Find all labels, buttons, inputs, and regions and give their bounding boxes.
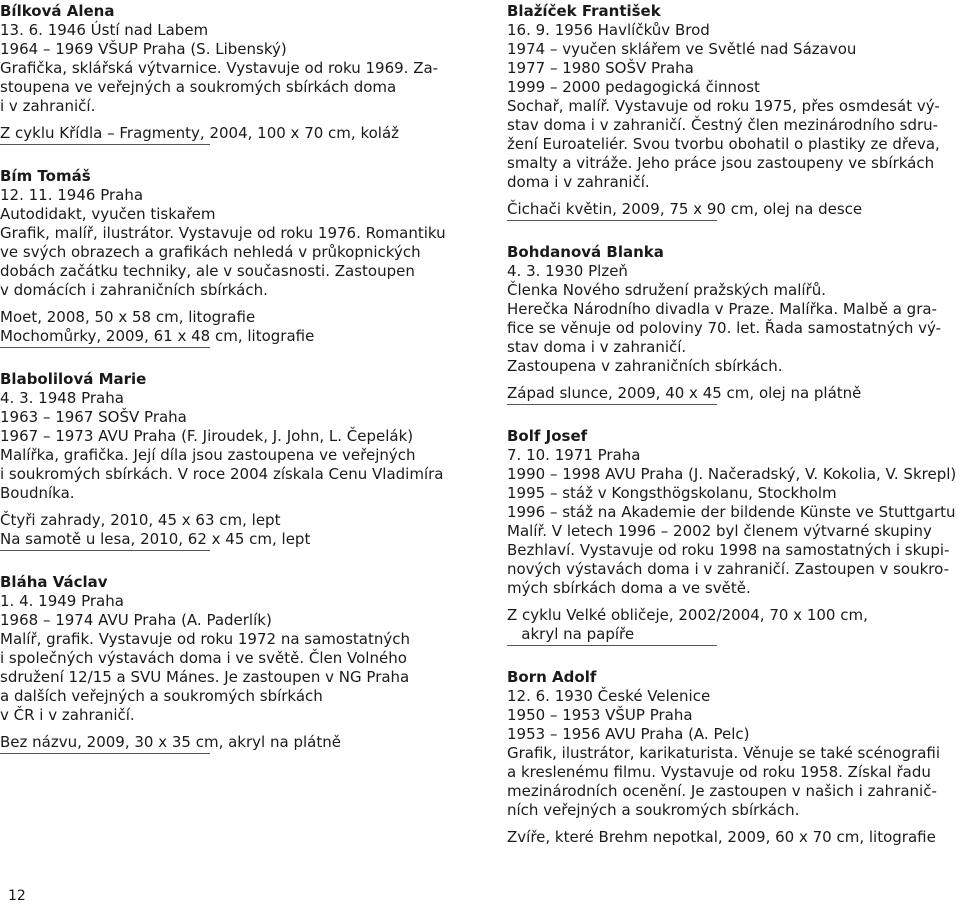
bio-line: smalty a vitráže. Jeho práce jsou zastoupeny ve sbírkách [507,154,935,172]
bio-line: žení Euroateliér. Svou tvorbu obohatil o plastiky ze dřeva, [507,135,940,153]
artwork-caption: Čtyři zahrady, 2010, 45 x 63 cm, lept [0,511,281,529]
education-line: 1968 – 1974 AVU Praha (A. Paderlík) [0,611,272,629]
artwork-caption: Bez názvu, 2009, 30 x 35 cm, akryl na plátně [0,733,341,751]
bio-line: Boudníka. [0,484,75,502]
bio-line: stav doma i v zahraničí. [507,338,687,356]
education-line: 1963 – 1967 SOŠV Praha [0,408,187,426]
bio-line: Malířka, grafička. Její díla jsou zastoupena ve veřejných [0,446,416,464]
education-line: Autodidakt, vyučen tiskařem [0,205,216,223]
education-line: 1967 – 1973 AVU Praha (F. Jiroudek, J. John, L. Čepelák) [0,427,414,445]
right-column [507,2,957,847]
divider-rule [0,753,210,754]
birth-line: 13. 6. 1946 Ústí nad Labem [0,21,209,39]
artwork-caption: akryl na papíře [507,625,635,643]
bio-line: fice se věnuje od poloviny 70. let. Řada samostatných vý- [507,319,942,337]
left-column [0,2,450,754]
artist-bio [0,630,450,725]
education-line: 1974 – vyučen sklářem ve Světlé nad Sázavou [507,40,857,58]
artist-entry-blaha [0,573,450,754]
birth-line: 12. 11. 1946 Praha [0,186,144,204]
artwork-caption: Z cyklu Velké obličeje, 2002/2004, 70 x 100 cm, [507,606,868,624]
birth-line: 7. 10. 1971 Praha [507,446,641,464]
artwork-caption: Z cyklu Křídla – Fragmenty, 2004, 100 x 70 cm, koláž [0,124,400,142]
bio-line: mezinárodních ocenění. Je zastoupen v našich i zahranič- [507,782,937,800]
artist-name: Bláha Václav [0,573,108,591]
education-line: 1990 – 1998 AVU Praha (J. Načeradský, V. Kokolia, V. Skrepl) [507,465,957,483]
artist-entry-blabolilova [0,370,450,551]
bio-line: sdružení 12/15 a SVU Mánes. Je zastoupen v NG Praha [0,668,410,686]
bio-line: Malíř. V letech 1996 – 2002 byl členem výtvarné skupiny [507,522,932,540]
bio-line: i společných výstavách doma i ve světě. Člen Volného [0,649,407,667]
bio-line: Grafička, sklářská výtvarnice. Vystavuje od roku 1969. Za- [0,59,439,77]
artist-bio [0,59,450,116]
bio-line: v ČR i v zahraničí. [0,706,135,724]
artist-name: Bolf Josef [507,427,588,445]
artist-entry-blazicek [507,2,957,221]
artist-name: Blažíček František [507,2,661,20]
bio-line: Členka Nového sdružení pražských malířů. [507,281,826,299]
birth-line: 4. 3. 1930 Plzeň [507,262,628,280]
birth-line: 12. 6. 1930 České Velenice [507,687,711,705]
education-line: 1996 – stáž na Akademie der bildende Künste ve Stuttgartu [507,503,956,521]
artist-bio [0,446,450,503]
education-line: 1977 – 1980 SOŠV Praha [507,59,694,77]
bio-line: doma i v zahraničí. [507,173,650,191]
education-line: 1953 – 1956 AVU Praha (A. Pelc) [507,725,750,743]
artist-name: Bohdanová Blanka [507,243,664,261]
birth-line: 16. 9. 1956 Havlíčkův Brod [507,21,710,39]
bio-line: Grafik, malíř, ilustrátor. Vystavuje od roku 1976. Romantiku [0,224,446,242]
artist-bio [507,522,957,598]
artist-entry-bohdanova [507,243,957,405]
bio-line: Herečka Národního divadla v Praze. Malířka. Malbě a gra- [507,300,937,318]
page-number: 12 [8,888,26,904]
bio-line: stoupena ve veřejných a soukromých sbírkách doma [0,78,397,96]
bio-line: Sochař, malíř. Vystavuje od roku 1975, přes osmdesát vý- [507,97,940,115]
artist-name: Blabolilová Marie [0,370,147,388]
artist-entry-bolf [507,427,957,646]
artist-bio [0,224,450,300]
artwork-caption: Na samotě u lesa, 2010, 62 x 45 cm, lept [0,530,311,548]
bio-line: a kreslenému filmu. Vystavuje od roku 1958. Získal řadu [507,763,931,781]
education-line: 1995 – stáž v Kongsthögskolanu, Stockholm [507,484,837,502]
artist-entry-born [507,668,957,847]
bio-line: stav doma i v zahraničí. Čestný člen mezinárodního sdru- [507,116,939,134]
education-line: 1999 – 2000 pedagogická činnost [507,78,760,96]
bio-line: v domácích i zahraničních sbírkách. [0,281,268,299]
artist-bio [507,744,957,820]
artist-entry-bim [0,167,450,348]
bio-line: Bezhlaví. Vystavuje od roku 1998 na samostatných i skupi- [507,541,950,559]
artwork-caption: Moet, 2008, 50 x 58 cm, litografie [0,308,256,326]
artist-name: Bílková Alena [0,2,115,20]
artwork-caption: Mochomůrky, 2009, 61 x 48 cm, litografie [0,327,315,345]
bio-line: dobách začátku techniky, ale v současnosti. Zastoupen [0,262,415,280]
artwork-caption: Západ slunce, 2009, 40 x 45 cm, olej na plátně [507,384,862,402]
artwork-caption: Čichači květin, 2009, 75 x 90 cm, olej na desce [507,200,863,218]
bio-line: Malíř, grafik. Vystavuje od roku 1972 na samostatných [0,630,410,648]
bio-line: nových výstavách doma i v zahraničí. Zastoupen v soukro- [507,560,950,578]
artwork-caption: Zvíře, které Brehm nepotkal, 2009, 60 x 70 cm, litografie [507,828,936,846]
bio-line: mých sbírkách doma a ve světě. [507,579,751,597]
artist-name: Born Adolf [507,668,597,686]
bio-line: i soukromých sbírkách. V roce 2004 získala Cenu Vladimíra [0,465,444,483]
bio-line: Zastoupena v zahraničních sbírkách. [507,357,783,375]
bio-line: i v zahraničí. [0,97,96,115]
bio-line: Grafik, ilustrátor, karikaturista. Věnuje se také scénografii [507,744,941,762]
bio-line: ních veřejných a soukromých sbírkách. [507,801,800,819]
bio-line: ve svých obrazech a grafikách nehledá v průkopnických [0,243,421,261]
birth-line: 1. 4. 1949 Praha [0,592,124,610]
artist-name: Bím Tomáš [0,167,91,185]
artist-entry-bilkova [0,2,450,145]
artist-bio [507,97,957,192]
education-line: 1950 – 1953 VŠUP Praha [507,706,693,724]
education-line: 1964 – 1969 VŠUP Praha (S. Libenský) [0,40,287,58]
bio-line: a dalších veřejných a soukromých sbírkách [0,687,323,705]
artist-bio [507,281,957,376]
birth-line: 4. 3. 1948 Praha [0,389,124,407]
